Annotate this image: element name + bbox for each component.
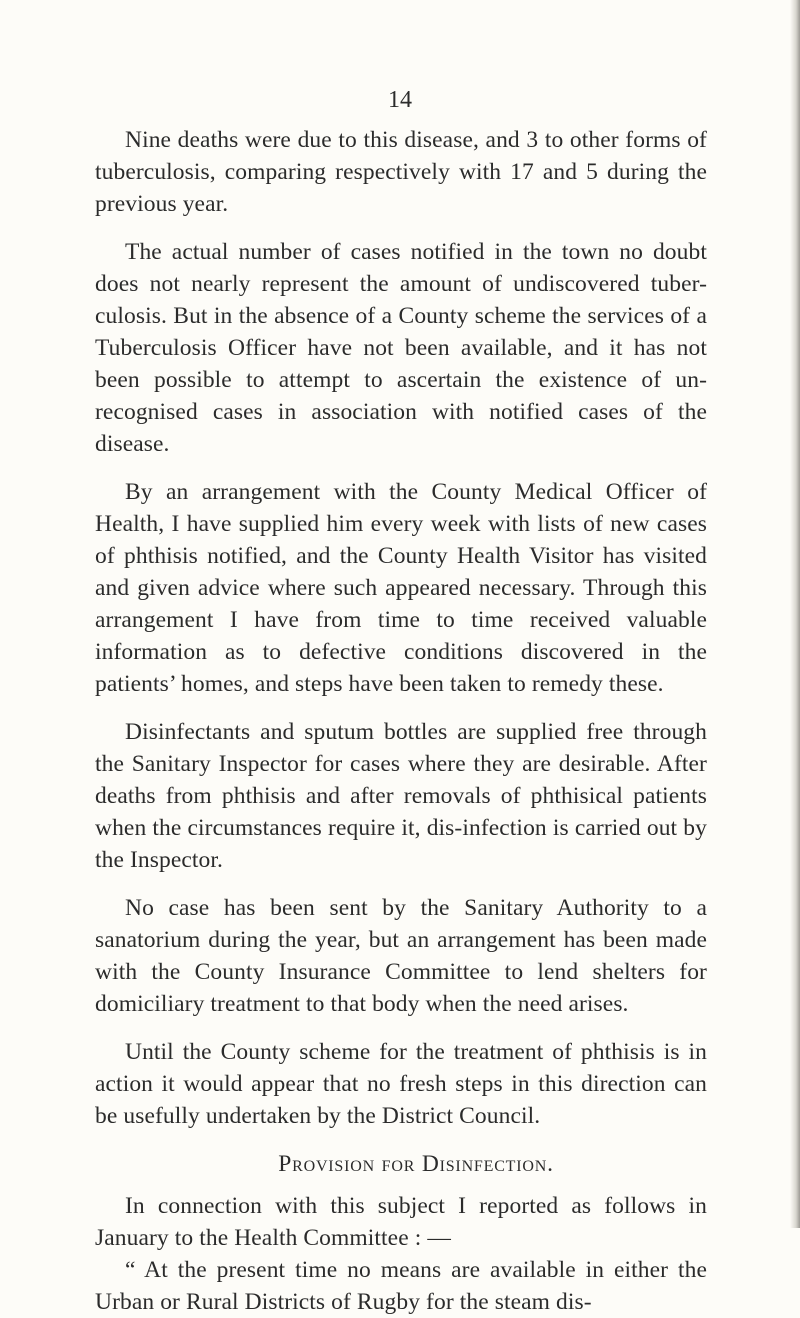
page-number: 14	[388, 87, 412, 113]
page-edge-shadow	[790, 0, 800, 1228]
paragraph-county-arrangement: By an arrangement with the County Medical Officer of Health, I have supplied him every week with lists of new cases of phthisis notified, and the County Health Visitor has visited and given advice where such appeared necessary. Through this arrangement I have from time to time received valuable information as to defective conditions discovered in the patients’ homes, and steps have been taken to remedy these.	[95, 479, 707, 697]
paragraph-sanatorium: No case has been sent by the Sanitary Authority to a sanatorium during the year, but an arrangement has been made with the County Insurance Committee to lend shelters for domiciliary treatment to that body when the need arises.	[95, 895, 707, 1017]
section-heading: Provision for Disinfection.	[278, 1151, 554, 1177]
body-text	[95, 124, 707, 1318]
paragraph-undiscovered-cases: The actual number of cases notified in the town no doubt does not nearly represent the amount of undiscovered tuber-culosis. But in the absence of a County scheme the services of a Tuberculosis Officer have not been available, and it has not been possible to attempt to ascertain the existence of un-recognised cases in association with notified cases of the disease.	[95, 239, 707, 457]
paragraph-report-quote: “ At the present time no means are available in either the Urban or Rural Districts of Rugby for the steam dis-	[95, 1257, 707, 1315]
paragraph-report-intro: In connection with this subject I reported as follows in January to the Health Committee : —	[95, 1193, 707, 1251]
paragraph-tuberculosis-deaths: Nine deaths were due to this disease, and 3 to other forms of tuberculosis, comparing respectively with 17 and 5 during the previous year.	[95, 127, 707, 217]
paragraph-county-scheme: Until the County scheme for the treatment of phthisis is in action it would appear that no fresh steps in this direction can be usefully undertaken by the District Council.	[95, 1039, 707, 1129]
paragraph-disinfectants: Disinfectants and sputum bottles are supplied free through the Sanitary Inspector for cases where they are desirable. After deaths from phthisis and after removals of phthisical patients when the circumstances require it, dis-infection is carried out by the Inspector.	[95, 719, 707, 873]
